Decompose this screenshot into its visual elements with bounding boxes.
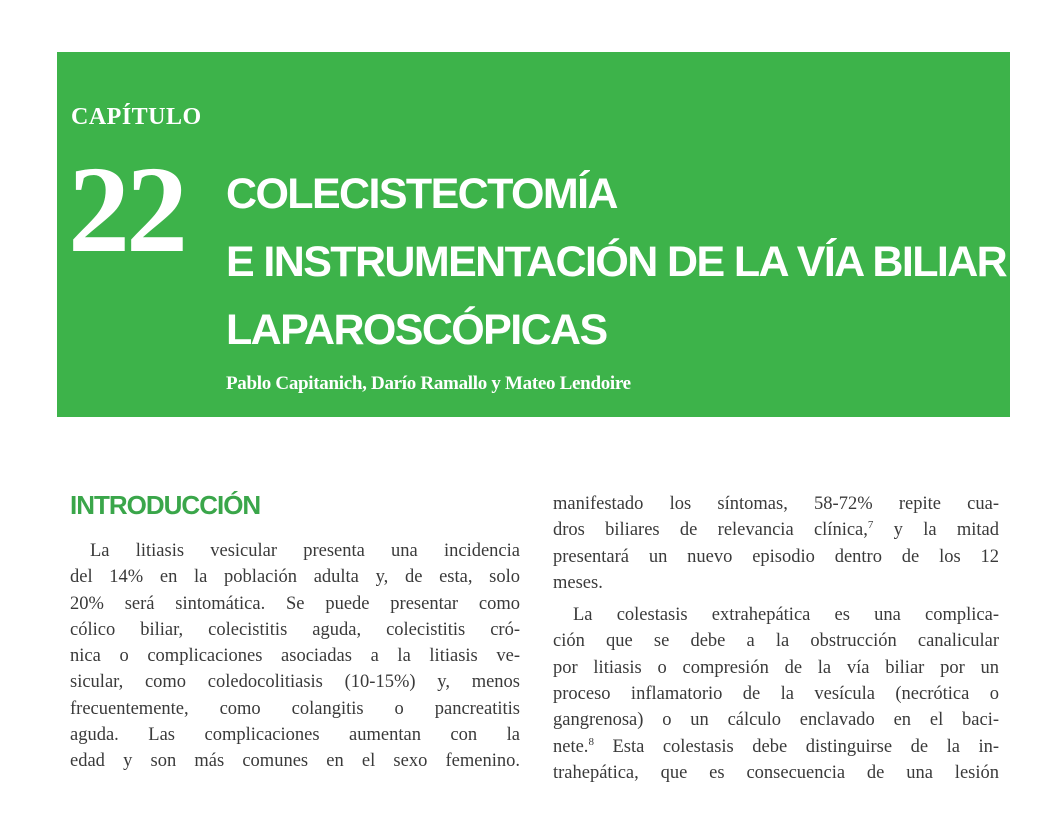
chapter-title-line: LAPAROSCÓPICAS <box>226 306 607 354</box>
text-line: ción que se debe a la obstrucción canalicular <box>553 631 999 652</box>
footnote-ref: 8 <box>588 735 594 748</box>
section-heading: INTRODUCCIÓN <box>70 490 261 520</box>
text-fragment: y la mitad <box>873 520 999 541</box>
text-fragment: Esta colestasis debe distinguirse de la in- <box>593 736 999 757</box>
text-fragment: dros biliares de relevancia clínica, <box>553 520 868 541</box>
chapter-label: CAPÍTULO <box>71 104 202 130</box>
text-line: 20% será sintomática. Se puede presentar como <box>70 593 520 614</box>
text-line: proceso inflamatorio de la vesícula (necrótica o <box>553 684 999 705</box>
text-fragment: nete. <box>553 736 589 757</box>
left-column-text <box>70 538 520 775</box>
chapter-title-line: COLECISTECTOMÍA <box>226 170 617 218</box>
chapter-title-line: E INSTRUMENTACIÓN DE LA VÍA BILIAR <box>226 238 1007 286</box>
text-line: presentará un nuevo episodio dentro de los 12 <box>553 546 999 567</box>
text-line: meses. <box>553 572 603 593</box>
text-line: manifestado los síntomas, 58-72% repite cua- <box>553 494 999 514</box>
text-line: frecuentemente, como colangitis o pancreatitis <box>70 698 520 719</box>
text-line: aguda. Las complicaciones aumentan con la <box>70 725 520 746</box>
text-line <box>553 517 999 543</box>
text-line <box>553 734 999 760</box>
text-line: La colestasis extrahepática es una complica- <box>573 605 999 626</box>
text-line: sicular, como coledocolitiasis (10-15%) y, menos <box>70 672 520 693</box>
text-line: trahepática, que es consecuencia de una lesión <box>553 762 999 783</box>
chapter-title <box>226 160 1007 364</box>
text-line: edad y son más comunes en el sexo femenino. <box>70 751 520 772</box>
text-line: gangrenosa) o un cálculo enclavado en el baci- <box>553 710 999 731</box>
text-line: La litiasis vesicular presenta una incidencia <box>90 541 520 561</box>
text-line: por litiasis o compresión de la vía biliar por un <box>553 657 999 678</box>
right-column-text <box>553 491 999 786</box>
text-line: nica o complicaciones asociadas a la litiasis ve- <box>70 646 520 667</box>
chapter-number: 22 <box>68 141 184 278</box>
chapter-authors: Pablo Capitanich, Darío Ramallo y Mateo Lendoire <box>226 373 631 394</box>
text-line: cólico biliar, colecistitis aguda, colecistitis cró- <box>70 619 520 640</box>
text-line: del 14% en la población adulta y, de esta, solo <box>70 567 520 588</box>
footnote-ref: 7 <box>867 519 874 532</box>
